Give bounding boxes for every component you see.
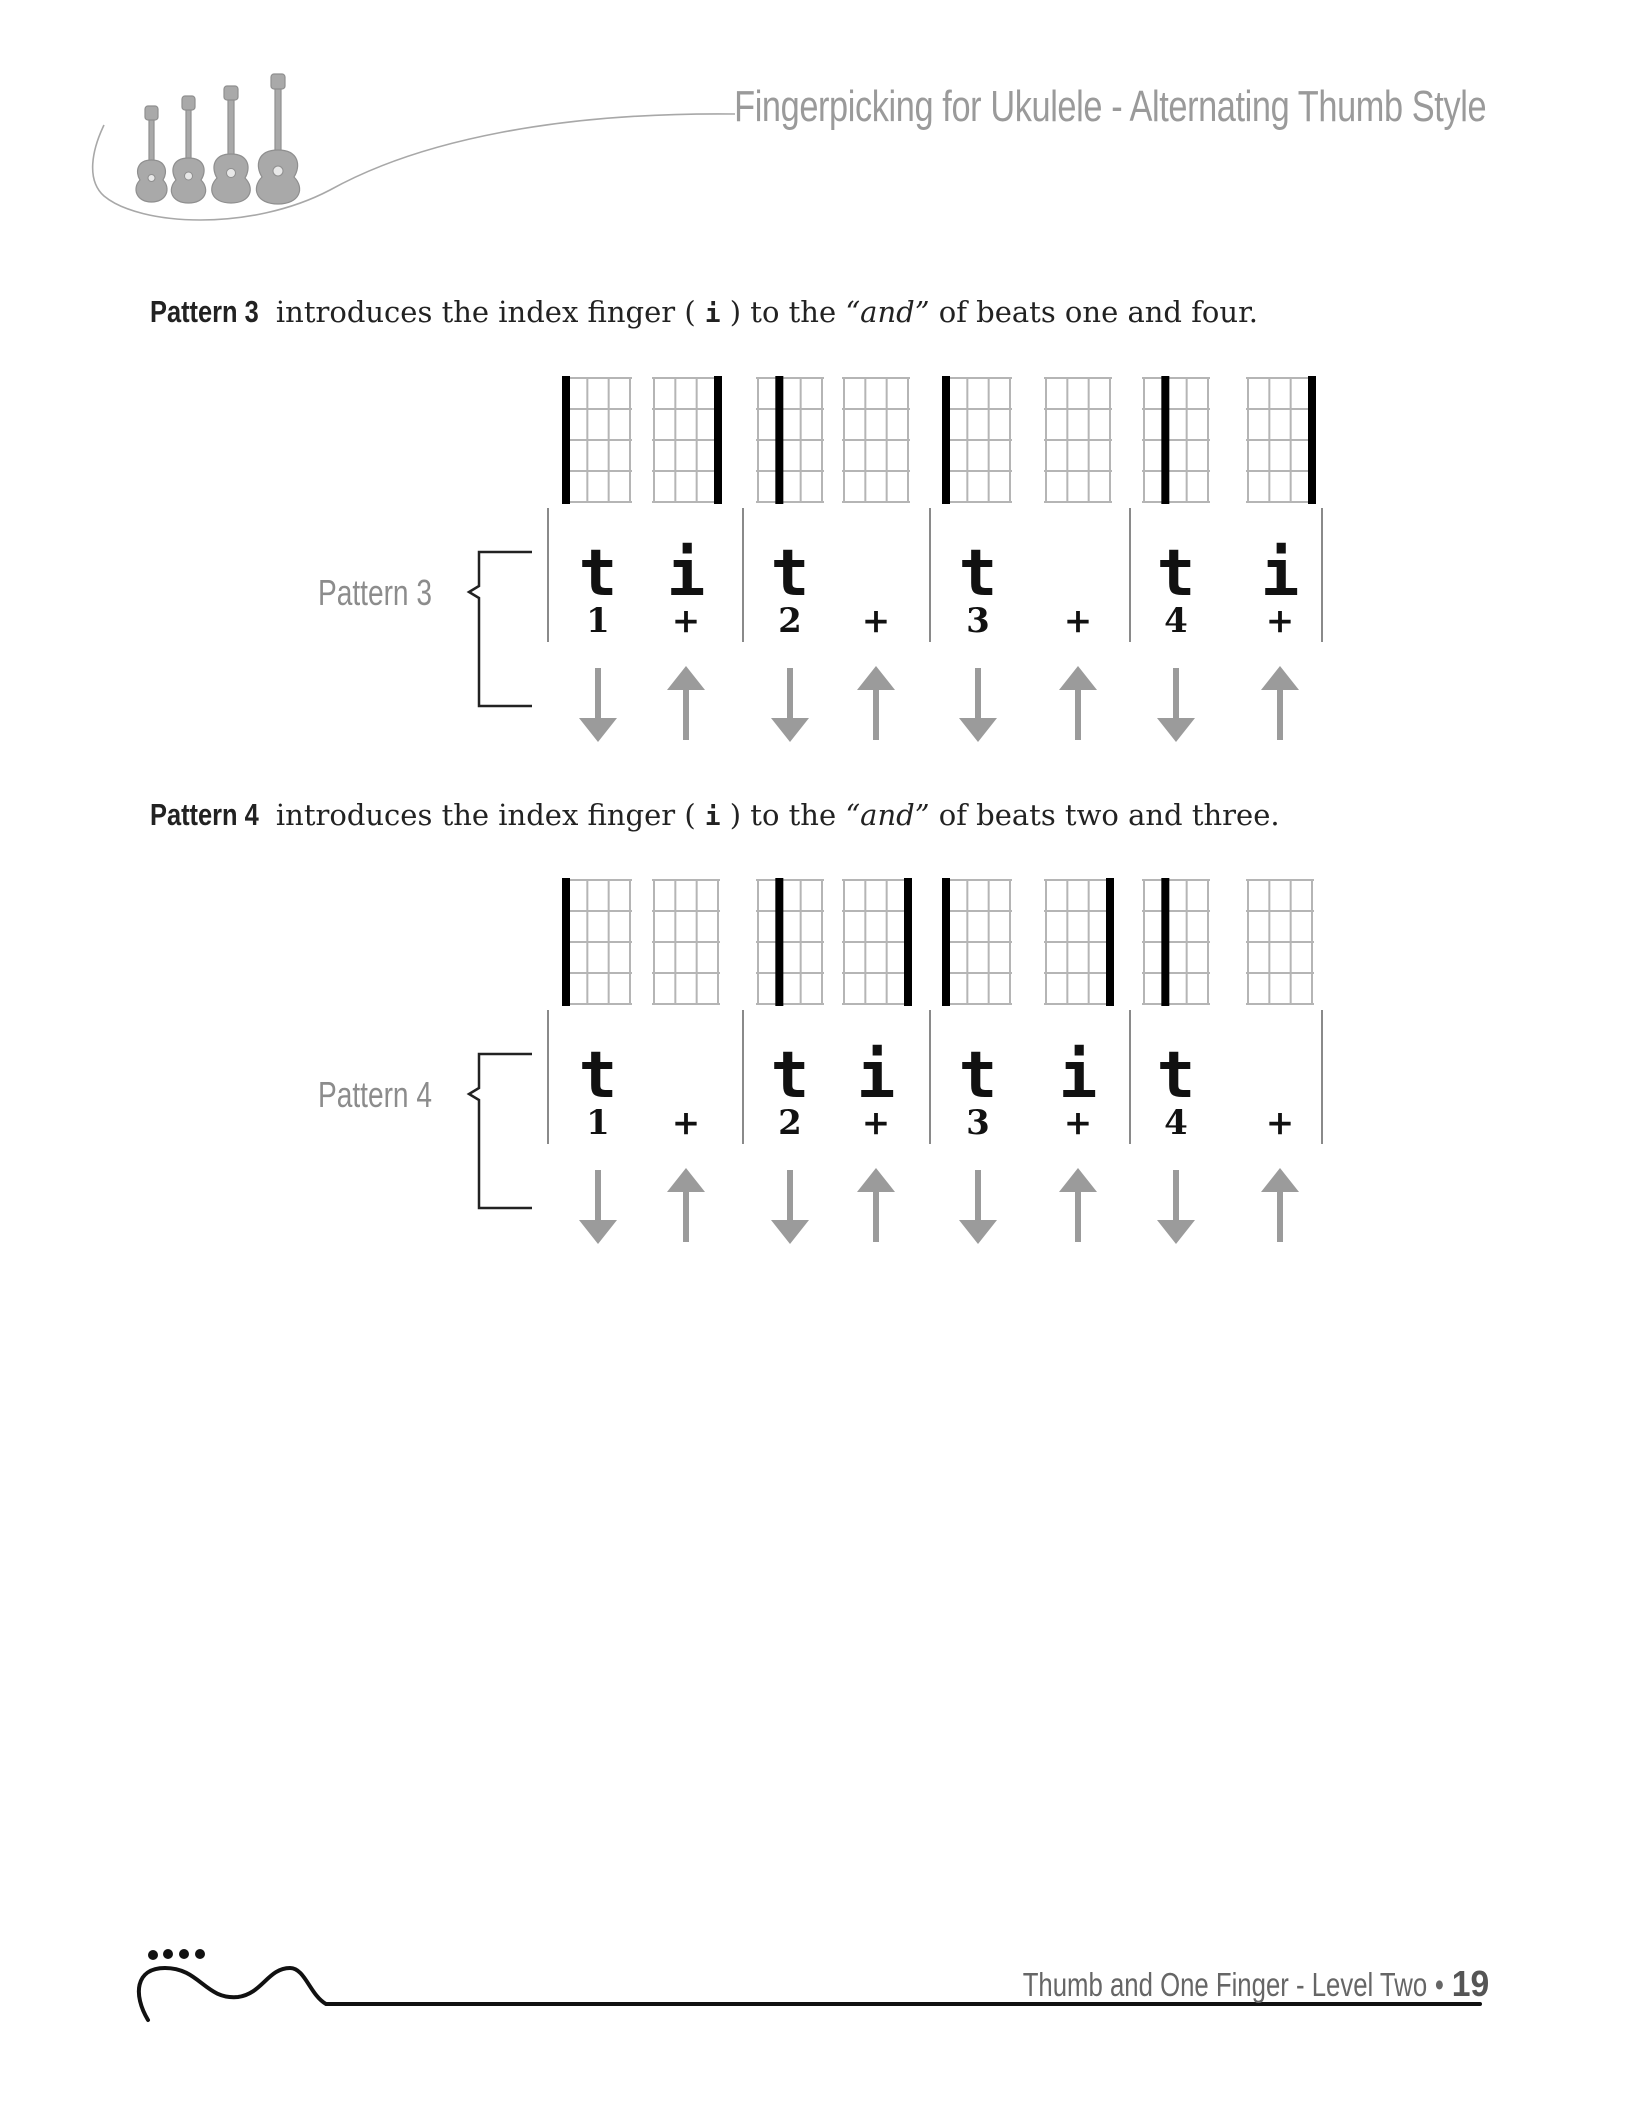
fretboard-grid: [756, 376, 824, 504]
arrow-head: [579, 1220, 617, 1244]
fretboard-grid: [944, 376, 1012, 504]
beat-count: 3: [966, 601, 990, 641]
arrow-head: [1261, 666, 1299, 690]
finger-letter: t: [1156, 1039, 1196, 1113]
up-arrow-icon: [857, 1168, 895, 1242]
arrow-head: [1157, 1220, 1195, 1244]
beat-count: +: [1265, 1103, 1295, 1143]
fretboard-grid: [652, 880, 720, 1004]
fretboard-grid: [564, 376, 632, 504]
fretboard-grid: [842, 878, 910, 1006]
finger-letter: i: [1260, 537, 1300, 611]
finger-letter: i: [856, 1039, 896, 1113]
pattern-4-intro-and: “and”: [845, 798, 930, 832]
beat-count: 3: [966, 1103, 990, 1143]
pattern-3-intro-and: “and”: [845, 295, 930, 329]
arrow-head: [1059, 1168, 1097, 1192]
arrow-head: [771, 718, 809, 742]
beat-count: 4: [1164, 1103, 1188, 1143]
beat-count: 1: [586, 1103, 610, 1143]
footer: [1022, 1963, 1490, 2005]
beat-count: +: [861, 601, 891, 641]
finger-letter: t: [958, 1039, 998, 1113]
up-arrow-icon: [667, 666, 705, 740]
beat-count: +: [1265, 601, 1295, 641]
up-arrow-icon: [857, 666, 895, 740]
fretboard-grid: [756, 878, 824, 1006]
finger-letter: t: [1156, 537, 1196, 611]
ukulele-family-icon: [136, 74, 300, 204]
finger-letter: t: [578, 537, 618, 611]
finger-letter: i: [666, 537, 706, 611]
arrow-head: [857, 1168, 895, 1192]
pattern-bracket: [469, 552, 532, 706]
down-arrow-icon: [771, 668, 809, 742]
fretboard-grid: [944, 878, 1012, 1006]
down-arrow-icon: [1157, 668, 1195, 742]
page-number: 19: [1451, 1963, 1490, 2004]
fretboard-grid: [652, 376, 720, 504]
down-arrow-icon: [579, 1170, 617, 1244]
fretboard-grid: [1246, 880, 1314, 1004]
pattern-bracket: [469, 1054, 532, 1208]
up-arrow-icon: [1261, 1168, 1299, 1242]
footer-bullet: •: [1434, 1966, 1444, 2003]
pattern-3-intro-text-a: introduces the index finger (: [275, 295, 696, 329]
arrow-head: [1059, 666, 1097, 690]
fretboard-grid: [1142, 878, 1210, 1006]
pattern-3-diagram: [0, 370, 1632, 750]
arrow-head: [1261, 1168, 1299, 1192]
pattern-3-intro-text-c: of beats one and four.: [938, 295, 1258, 329]
arrow-head: [667, 1168, 705, 1192]
header-title: Fingerpicking for Ukulele - Alternating Thumb Style: [733, 82, 1486, 131]
fretboard-grid: [564, 878, 632, 1006]
up-arrow-icon: [1059, 1168, 1097, 1242]
finger-letter: t: [770, 1039, 810, 1113]
beat-count: +: [1063, 1103, 1093, 1143]
fretboard-grid: [1044, 378, 1112, 502]
arrow-head: [1157, 718, 1195, 742]
pattern-4-intro-text-b: ) to the: [729, 798, 837, 832]
beat-count: 4: [1164, 601, 1188, 641]
down-arrow-icon: [1157, 1170, 1195, 1244]
pattern-3-intro-finger: i: [704, 299, 721, 329]
down-arrow-icon: [959, 668, 997, 742]
beat-count: +: [1063, 601, 1093, 641]
fretboard-grid: [1246, 376, 1314, 504]
down-arrow-icon: [771, 1170, 809, 1244]
pattern-4-intro-text-c: of beats two and three.: [938, 798, 1280, 832]
pattern-3-intro-text-b: ) to the: [729, 295, 837, 329]
beat-count: 1: [586, 601, 610, 641]
up-arrow-icon: [1059, 666, 1097, 740]
beat-count: +: [861, 1103, 891, 1143]
fretboard-grid: [1142, 376, 1210, 504]
arrow-head: [579, 718, 617, 742]
beat-count: +: [671, 1103, 701, 1143]
arrow-head: [959, 1220, 997, 1244]
pattern-3-intro: [150, 294, 1258, 330]
up-arrow-icon: [667, 1168, 705, 1242]
footer-section-title: Thumb and One Finger - Level Two: [1022, 1966, 1428, 2003]
pattern-4-intro-label: Pattern 4: [150, 797, 259, 832]
beat-count: 2: [778, 601, 802, 641]
finger-letter: t: [578, 1039, 618, 1113]
arrow-head: [959, 718, 997, 742]
arrow-head: [857, 666, 895, 690]
down-arrow-icon: [579, 668, 617, 742]
finger-letter: t: [770, 537, 810, 611]
pattern-4-label: Pattern 4: [318, 1074, 432, 1115]
fretboard-grid: [1044, 878, 1112, 1006]
pattern-4-intro-text-a: introduces the index finger (: [275, 798, 696, 832]
pattern-3-intro-label: Pattern 3: [150, 294, 259, 329]
footer-dots: [148, 1949, 205, 1960]
arrow-head: [667, 666, 705, 690]
pattern-4-intro-finger: i: [704, 802, 721, 832]
pattern-4-diagram: [0, 872, 1632, 1252]
fretboard-grid: [842, 378, 910, 502]
up-arrow-icon: [1261, 666, 1299, 740]
finger-letter: i: [1058, 1039, 1098, 1113]
beat-count: +: [671, 601, 701, 641]
pattern-4-intro: [150, 797, 1280, 833]
arrow-head: [771, 1220, 809, 1244]
beat-count: 2: [778, 1103, 802, 1143]
pattern-3-label: Pattern 3: [318, 572, 432, 613]
finger-letter: t: [958, 537, 998, 611]
down-arrow-icon: [959, 1170, 997, 1244]
